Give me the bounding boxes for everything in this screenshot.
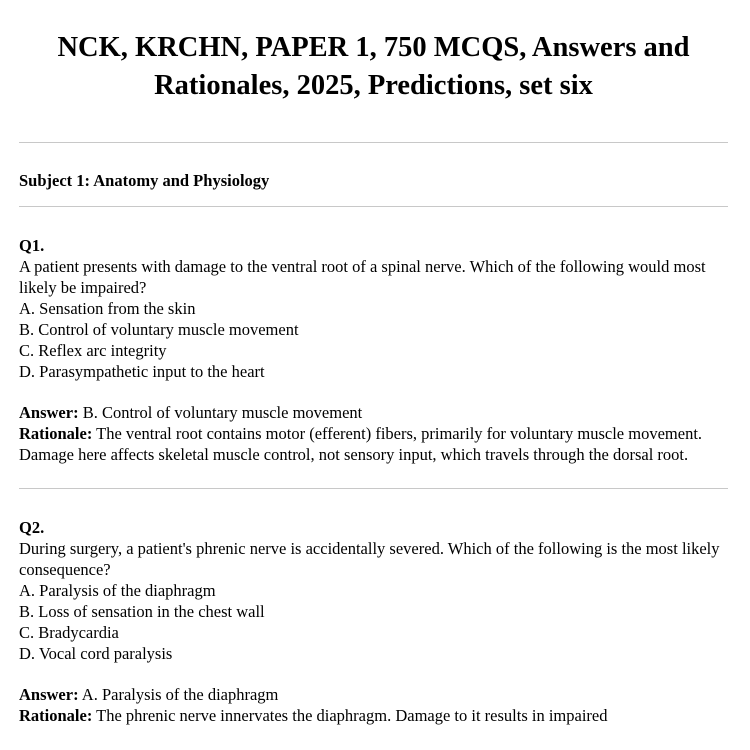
option-c: C. Bradycardia — [19, 623, 119, 642]
option-a: A. Sensation from the skin — [19, 299, 196, 318]
option-b: B. Control of voluntary muscle movement — [19, 320, 299, 339]
question-text: During surgery, a patient's phrenic nerve is accidentally severed. Which of the following is the most likely consequence? — [19, 539, 720, 579]
rationale-line — [19, 705, 728, 726]
question-number: Q2. — [19, 518, 45, 537]
answer-line — [19, 684, 728, 705]
document-title: NCK, KRCHN, PAPER 1, 750 MCQS, Answers and Rationales, 2025, Predictions, set six — [57, 32, 690, 101]
question-number: Q1. — [19, 236, 45, 255]
rationale-label: Rationale: — [19, 424, 93, 443]
document-page — [19, 0, 728, 726]
rationale-text: The phrenic nerve innervates the diaphragm. Damage to it results in impaired — [96, 706, 608, 725]
rationale-text: The ventral root contains motor (efferent) fibers, primarily for voluntary muscle movement. Damage here affects skeletal muscle control, not sensory input, which travels through the dorsal root. — [19, 424, 703, 464]
question-block-1 — [19, 235, 728, 465]
rationale-label: Rationale: — [19, 706, 93, 725]
answer-line — [19, 402, 728, 423]
subject-heading: Subject 1: Anatomy and Physiology — [19, 171, 270, 190]
answer-label: Answer: — [19, 403, 79, 422]
option-b: B. Loss of sensation in the chest wall — [19, 602, 265, 621]
option-a: A. Paralysis of the diaphragm — [19, 581, 216, 600]
divider — [19, 142, 728, 143]
option-d: D. Parasympathetic input to the heart — [19, 362, 265, 381]
option-c: C. Reflex arc integrity — [19, 341, 167, 360]
divider — [19, 488, 728, 489]
rationale-line — [19, 423, 728, 465]
question-text: A patient presents with damage to the ventral root of a spinal nerve. Which of the following would most likely be impaired? — [19, 257, 706, 297]
option-d: D. Vocal cord paralysis — [19, 644, 173, 663]
answer-label: Answer: — [19, 685, 79, 704]
answer-text: A. Paralysis of the diaphragm — [81, 685, 279, 704]
divider — [19, 206, 728, 207]
answer-text: B. Control of voluntary muscle movement — [82, 403, 363, 422]
question-block-2 — [19, 517, 728, 726]
